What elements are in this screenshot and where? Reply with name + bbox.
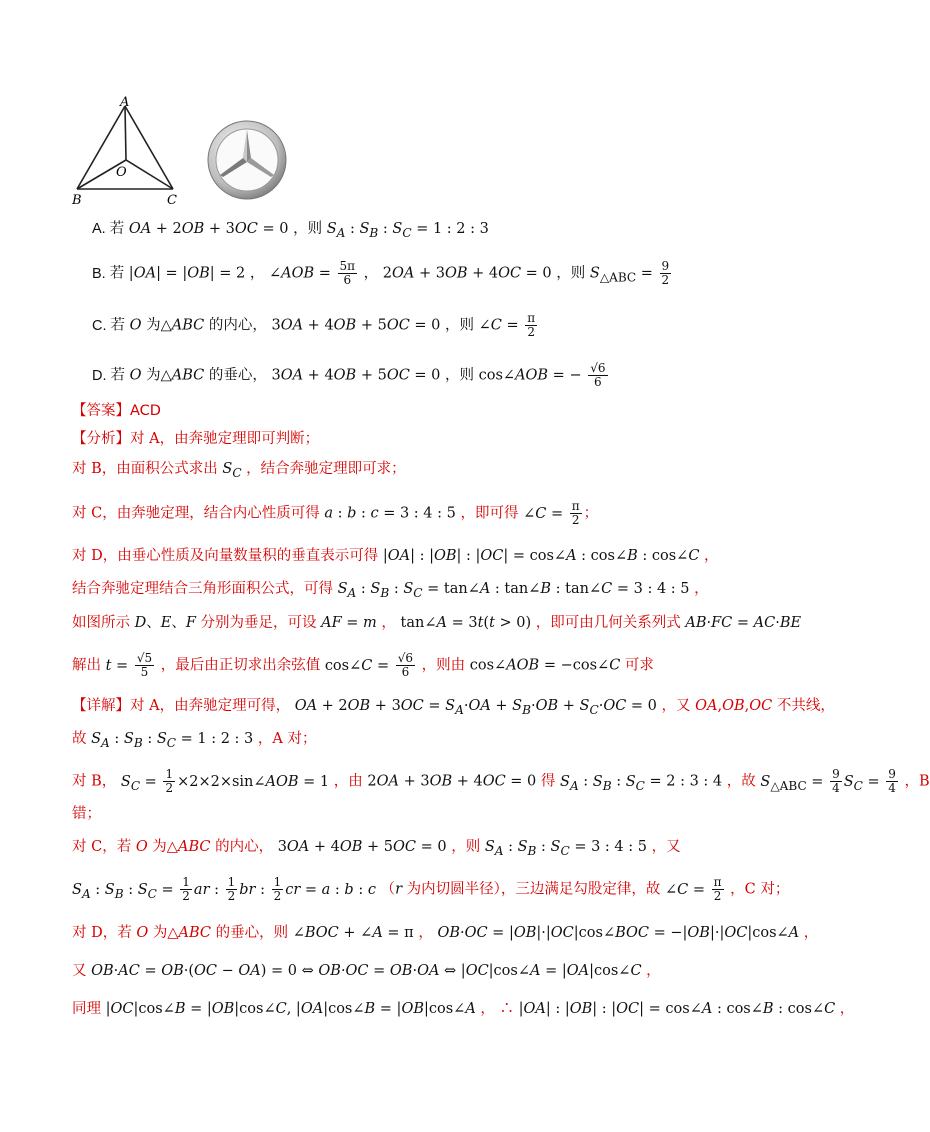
benz-logo-icon — [205, 118, 289, 202]
detail-line-2: 故 $S_A$ : $S_B$ : $S_C = 1$ : 2 : 3 ，A 对； — [72, 731, 317, 750]
triangle-figure — [70, 96, 190, 211]
detail-line-8: 又 OB·AC = OB·(OC − OA) = 0 ⇔ OB·OC = OB·OA ⇔ |OC|cos∠A = |OA|cos∠C ， — [72, 963, 661, 979]
vertex-label-o: O — [116, 165, 127, 180]
option-b: B. 若 |OA| = |OB| = 2 ， ∠AOB = $\frac{5\pi}{6}$ ， 2OA + 3OB + 4OC = 0 ，则 $S_{\triangle ABC}$ = $\frac{9}{2}$ — [92, 259, 670, 287]
analysis-line-5: 结合奔驰定理结合三角形面积公式，可得 $S_A$ : $S_B$ : $S_C$ = tan∠A : tan∠B : tan∠C = 3 : 4 : 5 ， — [72, 581, 709, 600]
analysis-line-4: 对 D，由垂心性质及向量数量积的垂直表示可得 |OA| : |OB| : |OC| = cos∠A : cos∠B : cos∠C ， — [72, 548, 719, 564]
analysis-line-2: 对 B，由面积公式求出 $S_C$ ，结合奔驰定理即可求； — [72, 461, 406, 480]
option-a: A. 若 OA + 2OB + 3OC = 0 ，则 $S_A$ : $S_B$ : $S_C = 1$ : 2 : 3 — [92, 221, 489, 240]
detail-line-3: 对 B， $S_C$ = $\frac{1}{2}$ ×2×2×sin∠AOB = 1 ，由 2OA + 3OB + 4OC = 0 得 $S_A$ : $S_B$ : $S_C = 2$ : 3 : 4 ，故 $S_{\triangle ABC}$ = $\frac{9}{4}$ $S_C$ = $\frac{9}{4}$ ，B — [72, 767, 930, 795]
detail-line-5: 对 C，若 O 为△ABC 的内心， 3OA + 4OB + 5OC = 0 ，则 $S_A$ : $S_B$ : $S_C = 3$ : 4 : 5 ，又 — [72, 839, 681, 858]
detail-line-7: 对 D，若 O 为△ABC 的垂心，则 ∠BOC + ∠A = π ， OB·OC = |OB|·|OC|cos∠BOC = −|OB|·|OC|cos∠A ， — [72, 925, 819, 941]
analysis-line-1: 【分析】对 A，由奔驰定理即可判断； — [72, 431, 320, 447]
vertex-label-a: A — [120, 95, 130, 110]
analysis-line-6: 如图所示 D、E、F 分别为垂足，可设 AF = m ， tan∠A = 3t(t > 0) ，即可由几何关系列式 AB·FC = AC·BE — [72, 615, 802, 631]
detail-line-4: 错； — [72, 806, 101, 822]
option-label: A. — [92, 221, 106, 237]
analysis-line-7: 解出 t = $\frac{√5}{5}$ ，最后由正切求出余弦值 cos∠C = $\frac{√6}{6}$ ，则由 cos∠AOB = −cos∠C 可求 — [72, 651, 654, 679]
vertex-label-b: B — [72, 193, 82, 208]
detail-line-9: 同理 |OC|cos∠B = |OB|cos∠C, |OA|cos∠B = |OB|cos∠A ， ∴ |OA| : |OB| : |OC| = cos∠A : cos∠B : cos∠C ， — [72, 1001, 855, 1017]
answer-line — [72, 400, 161, 422]
vertex-label-c: C — [167, 193, 177, 208]
answer-tag: 【答案】 — [72, 403, 130, 419]
option-d: D. 若 O 为△ABC 的垂心， 3OA + 4OB + 5OC = 0 ，则 cos∠AOB = − $\frac{√6}{6}$ — [92, 361, 606, 389]
option-c: C. 若 O 为△ABC 的内心， 3OA + 4OB + 5OC = 0 ，则 ∠C = $\frac{\pi}{2}$ — [92, 311, 536, 339]
detail-line-1: 【详解】对 A，由奔驰定理可得， OA + $2OB + 3OC = S_A\cdot OA + S_B\cdot OB + S_C\cdot OC = 0$ ，又 OA,OB,OC 不共线， — [72, 698, 835, 717]
analysis-line-3: 对 C，由奔驰定理，结合内心性质可得 a : b : c = 3 : 4 : 5 ，即可得 ∠C = $\frac{\pi}{2}$ ； — [72, 499, 599, 527]
detail-line-6: $S_A$ : $S_B$ : $S_C$ = $\frac{1}{2}$ ar : $\frac{1}{2}$ br : $\frac{1}{2}$ cr = a : b : c （r 为内切圆半径），三边满足勾股定律，故 ∠C = $\frac{\pi}{2}$ ，C 对； — [72, 875, 790, 903]
analysis-tag: 【分析】 — [72, 431, 130, 447]
answer-value: ACD — [130, 403, 161, 419]
detail-tag: 【详解】 — [72, 698, 130, 714]
